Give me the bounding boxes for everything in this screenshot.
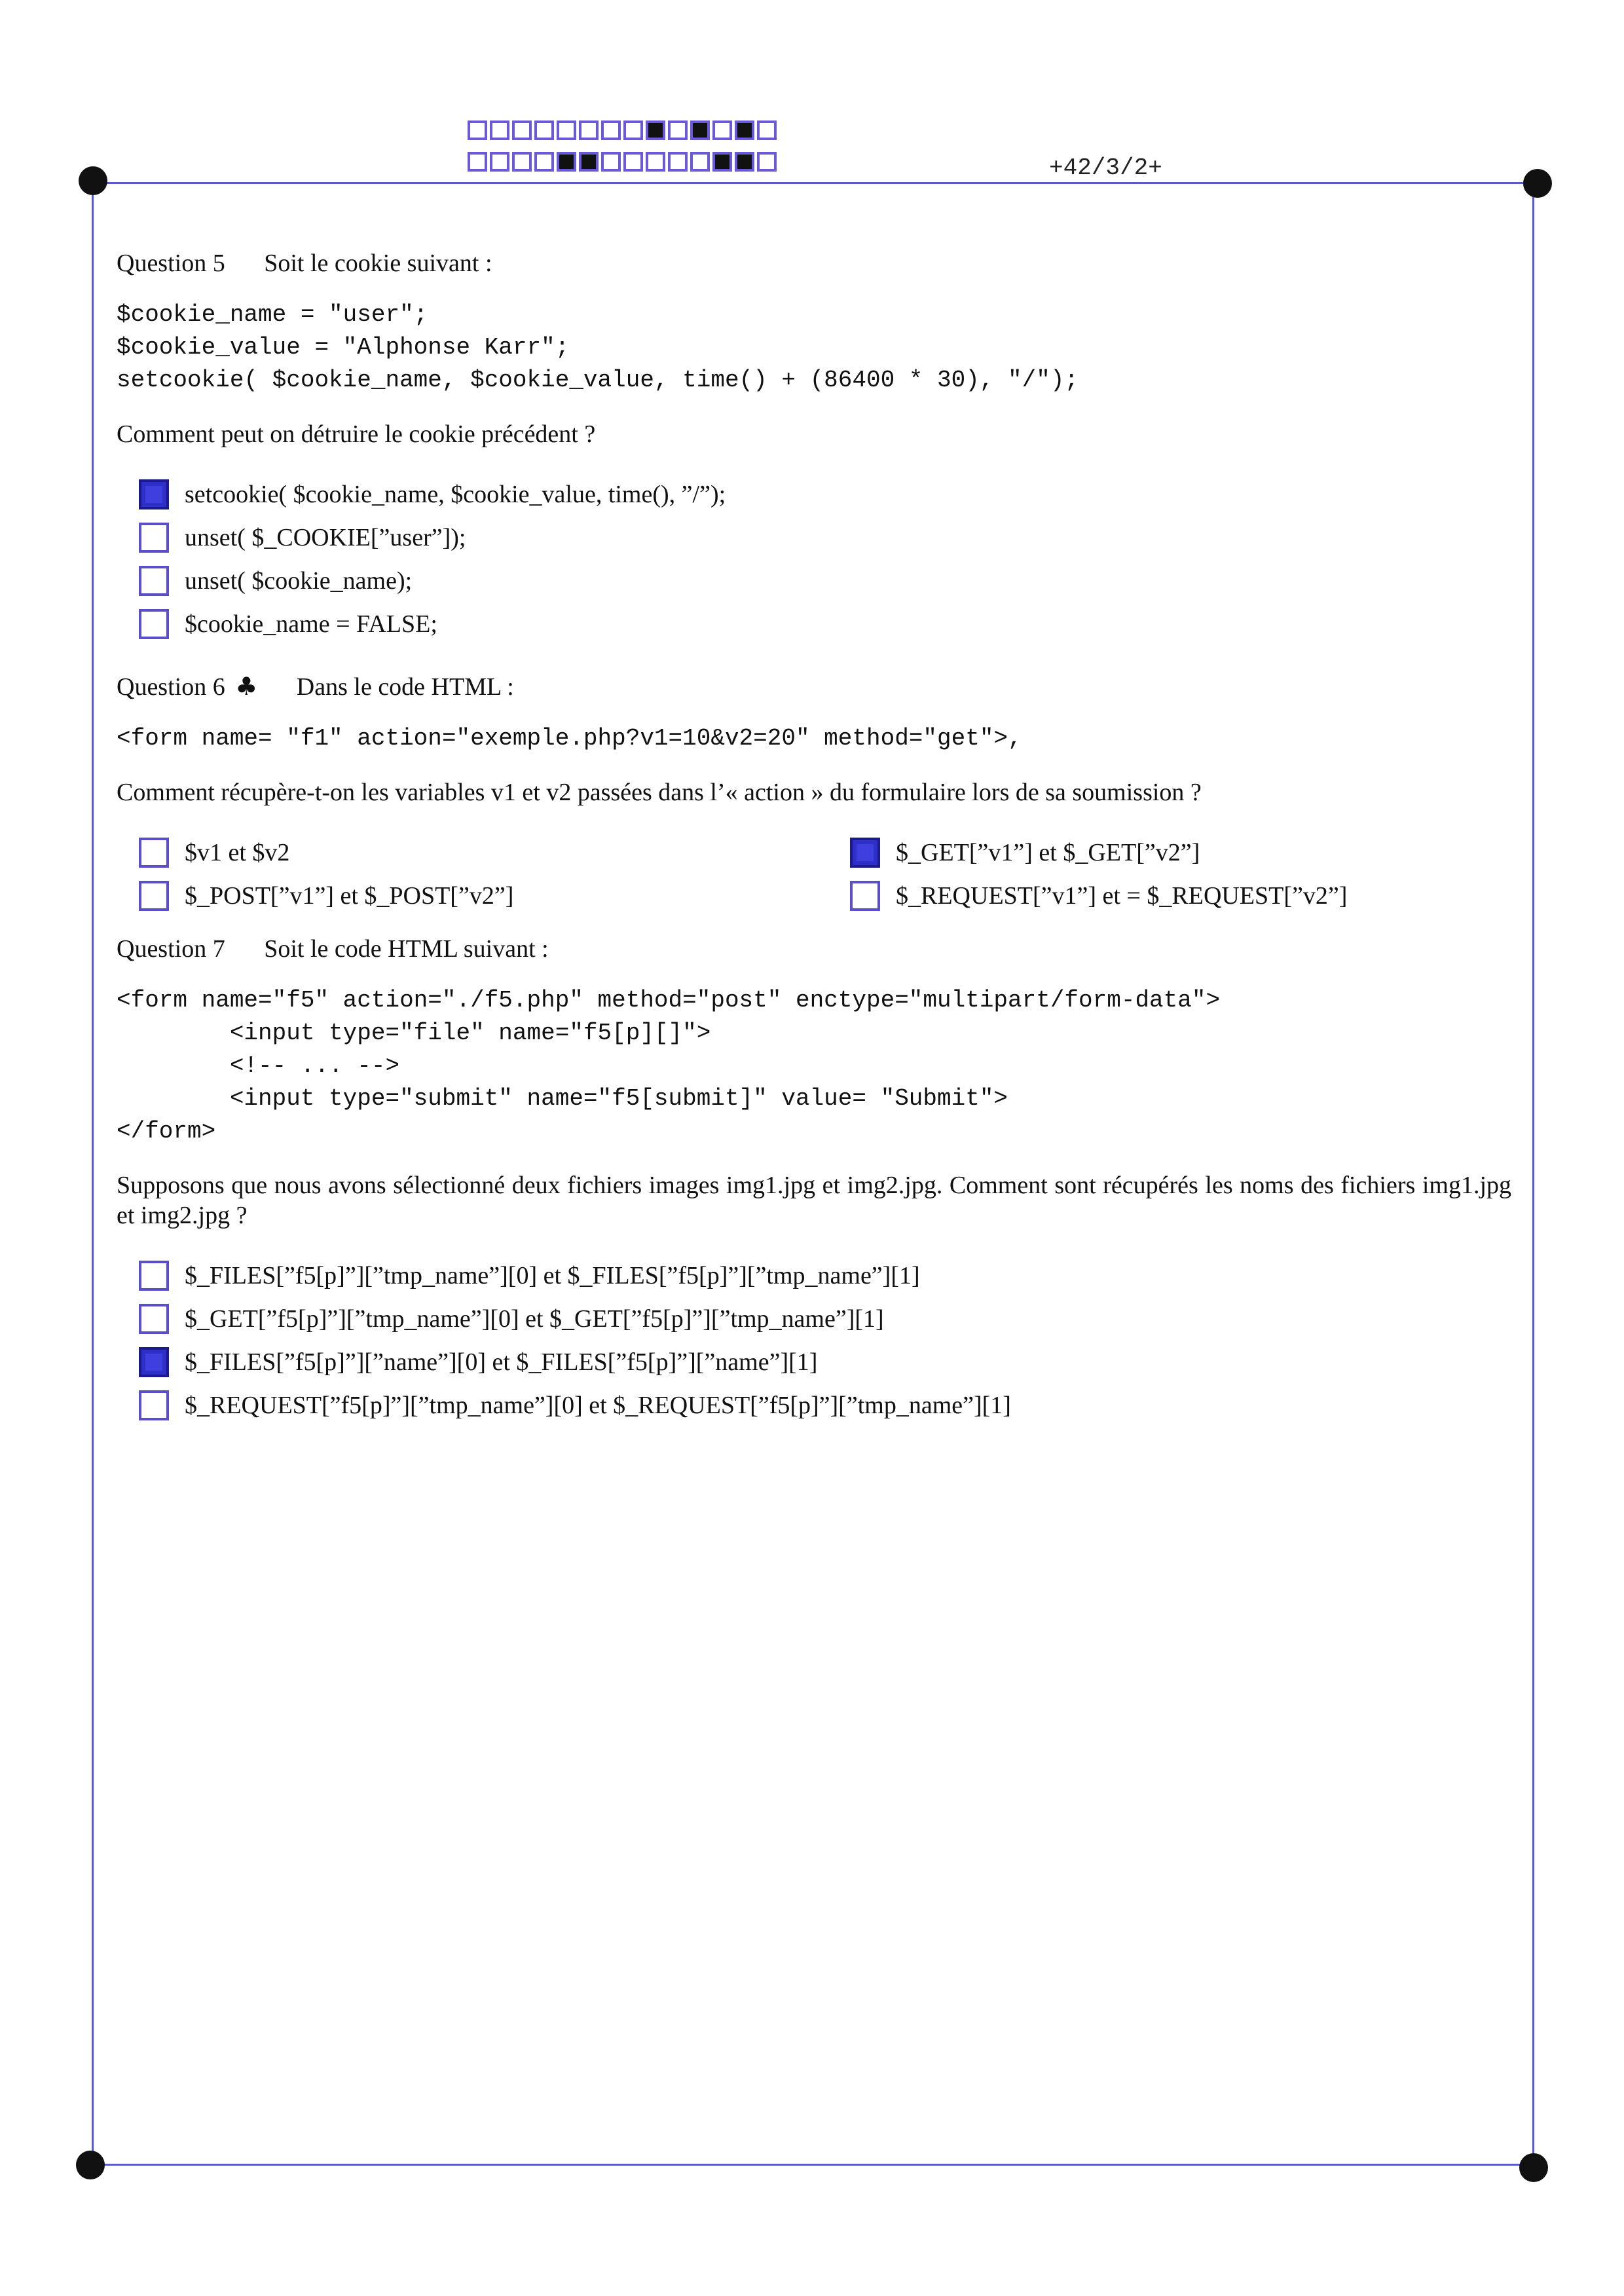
- code-cell: [490, 152, 509, 172]
- answer-text: $_GET[”f5[p]”][”tmp_name”][0] et $_GET[”f5[p]”][”tmp_name”][1]: [185, 1305, 884, 1333]
- question-label: Question 5: [117, 250, 225, 277]
- code-cell: [468, 120, 487, 140]
- code-block: <form name= "f1" action="exemple.php?v1=10&v2=20" method="get">,: [117, 725, 1022, 752]
- page-id: +42/3/2+: [1049, 155, 1162, 181]
- answer-option: [139, 473, 1511, 516]
- code-cell: [646, 120, 665, 140]
- code-cell: [557, 120, 576, 140]
- answer-option: [139, 602, 1511, 646]
- code-block: <form name="f5" action="./f5.php" method="post" enctype="multipart/form-data"> <input type="file" name="f5[p][]"> <!-- ... --> <input type="submit" name="f5[submit]" value= "Submit"> </form>: [117, 987, 1221, 1145]
- answer-checkbox[interactable]: [850, 881, 880, 911]
- code-cell: [690, 152, 710, 172]
- question-intro: Soit le code HTML suivant :: [264, 935, 549, 963]
- answer-checkbox[interactable]: [139, 609, 169, 639]
- answer-text: $v1 et $v2: [185, 839, 290, 866]
- club-icon: ♣: [235, 672, 258, 701]
- code-cell: [735, 120, 754, 140]
- code-cell: [757, 120, 777, 140]
- answer-checkbox[interactable]: [139, 838, 169, 868]
- answer-text: unset( $cookie_name);: [185, 567, 413, 595]
- code-cell: [690, 120, 710, 140]
- answer-option: [139, 559, 1511, 602]
- answer-text: $_REQUEST[”v1”] et = $_REQUEST[”v2”]: [896, 882, 1348, 910]
- answer-list: [139, 1254, 1511, 1427]
- answer-list: [139, 473, 1511, 646]
- corner-marker-bottom-right: [1519, 2153, 1548, 2182]
- code-cell: [757, 152, 777, 172]
- code-cell: [712, 120, 732, 140]
- code-cell: [534, 120, 554, 140]
- question-label: Question 7: [117, 935, 225, 963]
- frame-bottom-line: [93, 2164, 1534, 2166]
- question-intro: Soit le cookie suivant :: [264, 250, 492, 277]
- answer-option: [139, 1297, 1511, 1341]
- answer-option: [139, 1254, 1511, 1297]
- code-cell: [601, 152, 621, 172]
- question-prompt: Comment peut on détruire le cookie précédent ?: [117, 420, 596, 448]
- answer-checkbox[interactable]: [850, 838, 880, 868]
- answer-option: [139, 1341, 1511, 1384]
- answer-option: [139, 1384, 1511, 1427]
- question-7: [117, 935, 1511, 1427]
- answer-text: setcookie( $cookie_name, $cookie_value, time(), ”/”);: [185, 481, 726, 508]
- code-cell: [490, 120, 509, 140]
- code-cell: [668, 120, 688, 140]
- answer-option: [850, 874, 1505, 917]
- answer-option: [850, 831, 1505, 874]
- code-cell: [601, 120, 621, 140]
- answer-checkbox[interactable]: [139, 881, 169, 911]
- answer-option: [139, 831, 850, 874]
- code-cell: [712, 152, 732, 172]
- answer-text: $_GET[”v1”] et $_GET[”v2”]: [896, 839, 1200, 866]
- frame-left-line: [92, 182, 94, 2165]
- question-6: [117, 672, 1511, 917]
- answer-checkbox[interactable]: [139, 479, 169, 509]
- code-cell: [557, 152, 576, 172]
- code-cell: [512, 120, 532, 140]
- question-5: [117, 249, 1511, 646]
- code-cell: [468, 152, 487, 172]
- answer-checkbox[interactable]: [139, 1261, 169, 1291]
- answer-list: [139, 831, 1511, 917]
- code-cell: [623, 120, 643, 140]
- answer-text: $_POST[”v1”] et $_POST[”v2”]: [185, 882, 514, 910]
- corner-marker-bottom-left: [76, 2151, 105, 2179]
- code-cell: [512, 152, 532, 172]
- answer-checkbox[interactable]: [139, 523, 169, 553]
- code-cell: [534, 152, 554, 172]
- binary-code-row: [468, 120, 779, 140]
- question-label: Question 6: [117, 673, 225, 701]
- binary-code-row: [468, 152, 779, 172]
- code-cell: [623, 152, 643, 172]
- code-cell: [646, 152, 665, 172]
- question-intro: Dans le code HTML :: [296, 673, 514, 701]
- code-cell: [735, 152, 754, 172]
- code-cell: [668, 152, 688, 172]
- answer-text: $_REQUEST[”f5[p]”][”tmp_name”][0] et $_REQUEST[”f5[p]”][”tmp_name”][1]: [185, 1392, 1011, 1419]
- answer-option: [139, 874, 850, 917]
- code-cell: [579, 152, 599, 172]
- corner-marker-top-right: [1523, 169, 1552, 198]
- corner-marker-top-left: [79, 166, 107, 195]
- exam-content: [117, 249, 1511, 1453]
- answer-text: unset( $_COOKIE[”user”]);: [185, 524, 466, 551]
- answer-text: $_FILES[”f5[p]”][”tmp_name”][0] et $_FILES[”f5[p]”][”tmp_name”][1]: [185, 1262, 920, 1289]
- answer-checkbox[interactable]: [139, 566, 169, 596]
- frame-right-line: [1532, 182, 1534, 2165]
- answer-option: [139, 516, 1511, 559]
- code-cell: [579, 120, 599, 140]
- answer-checkbox[interactable]: [139, 1390, 169, 1420]
- frame-top-line: [93, 182, 1539, 184]
- answer-checkbox[interactable]: [139, 1347, 169, 1377]
- question-prompt: Supposons que nous avons sélectionné deux fichiers images img1.jpg et img2.jpg. Comment sont récupérés les noms des fichiers img1.jpg et img2.jpg ?: [117, 1172, 1511, 1229]
- question-prompt: Comment récupère-t-on les variables v1 et v2 passées dans l’« action » du formulaire lors de sa soumission ?: [117, 779, 1202, 806]
- code-block: $cookie_name = "user"; $cookie_value = "Alphonse Karr"; setcookie( $cookie_name, $cookie_value, time() + (86400 * 30), "/");: [117, 301, 1079, 394]
- answer-checkbox[interactable]: [139, 1304, 169, 1334]
- answer-text: $_FILES[”f5[p]”][”name”][0] et $_FILES[”f5[p]”][”name”][1]: [185, 1348, 818, 1376]
- answer-text: $cookie_name = FALSE;: [185, 610, 437, 638]
